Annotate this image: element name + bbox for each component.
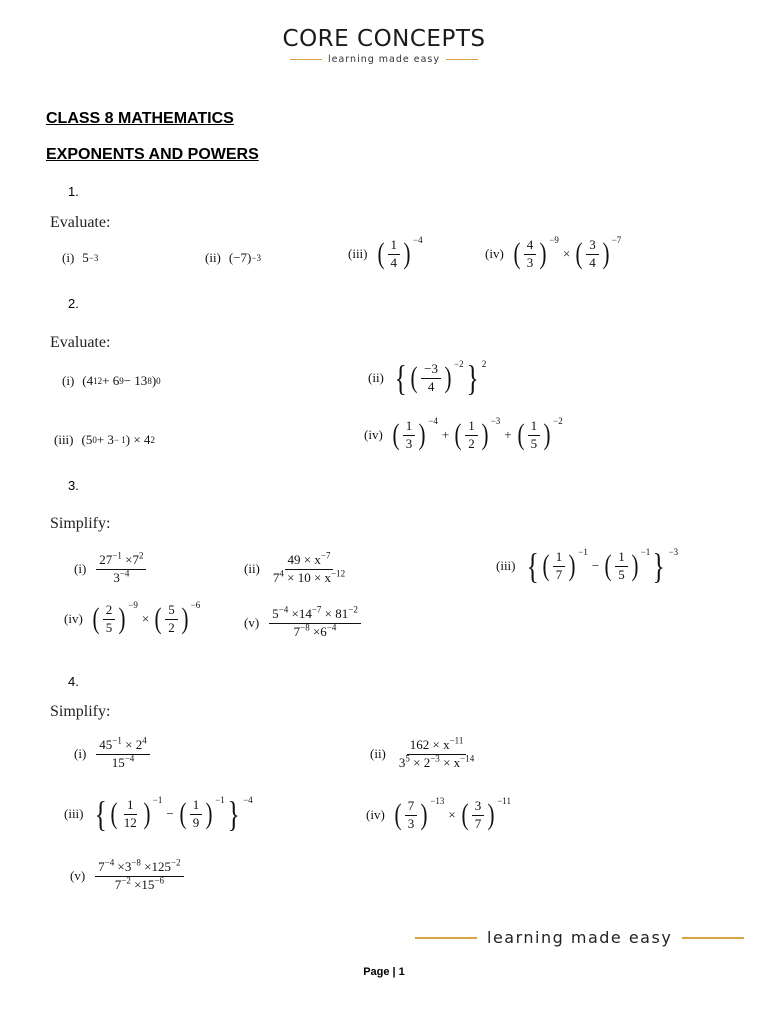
q3-iii-num-1: ( { 1 — [553, 550, 566, 567]
q4-v-num-a: 7 — [98, 859, 105, 874]
q3-iv-label: (iv) — [64, 611, 83, 627]
q3-part-ii — [244, 550, 350, 586]
q4-iii-paren-2 — [178, 798, 215, 831]
q4-part-iv — [366, 796, 511, 832]
q3-i-den-a-exp: −4 — [119, 568, 130, 579]
q3-iii-paren-1 — [541, 550, 578, 583]
q3-v-numerator — [269, 604, 361, 624]
question-1-instruction: Evaluate: — [50, 214, 111, 231]
q2-ii-exp-inner: −2 — [454, 359, 464, 369]
q3-iv-num-2: ( 5 — [165, 603, 178, 620]
q3-i-den-a: 3 — [113, 569, 120, 585]
q2-ii-label: (ii) — [368, 370, 384, 385]
q3-i-label: (i) — [74, 561, 87, 577]
q3-i-num-b: ×7 — [121, 552, 139, 567]
q1-ii-base: (−7) — [228, 250, 252, 265]
page-subtitle: EXPONENTS AND POWERS — [46, 146, 259, 163]
q1-iv-num-2: ( 3 — [586, 238, 599, 255]
q4-ii-den-b-exp: −3 — [430, 753, 440, 764]
q4-part-i — [74, 735, 152, 771]
q3-part-iii — [496, 548, 678, 584]
q3-v-label: (v) — [244, 615, 260, 631]
q4-v-numerator — [95, 857, 183, 877]
q4-iii-label: (iii) — [64, 806, 84, 821]
q1-iv-fraction-1 — [524, 238, 537, 271]
q4-iv-exp-2: −11 — [497, 796, 511, 807]
q3-iv-operator: × — [141, 611, 150, 627]
q3-iv-num-1: ( 2 — [103, 603, 116, 620]
q2-part-i: (i) (4 12 + 6 9 − 13 8 ) 0 — [62, 373, 161, 388]
q4-ii-num-a-exp: −11 — [449, 735, 464, 746]
q1-i-label: (i) — [62, 250, 75, 265]
footer-rule-left — [415, 937, 477, 939]
q2-part-iii: (iii) (5 0 + 3 − 1 ) × 4 2 — [54, 432, 155, 447]
q4-v-num-c-exp: −2 — [171, 857, 181, 868]
q2-i-label: (i) — [62, 373, 75, 388]
footer-tagline — [405, 928, 754, 947]
q3-iii-fraction-1 — [553, 550, 566, 583]
footer-tagline-text: learning made easy — [487, 928, 673, 947]
q2-part-iv — [364, 416, 563, 452]
q3-ii-den-a-exp: 4 — [279, 568, 284, 579]
q2-iv-paren-3 — [516, 419, 553, 452]
q1-iv-exp-2: −7 — [611, 235, 622, 246]
q3-v-num-c-exp: −2 — [348, 604, 358, 615]
q3-iii-operator: − — [591, 558, 600, 573]
q4-v-den-b: ×15 — [130, 876, 155, 892]
q3-ii-denominator — [270, 570, 348, 586]
q2-iii-text-c: ) × 4 — [125, 432, 151, 447]
q4-iii-den-2: 9 — [192, 814, 200, 830]
q2-iv-paren-1 — [391, 419, 428, 452]
q4-iii-brace — [92, 796, 243, 832]
q2-iv-den-3: 5 — [530, 435, 538, 451]
q2-ii-brace — [392, 360, 481, 396]
question-2-instruction: Evaluate: — [50, 334, 111, 351]
q1-iv-den-2: 4 — [589, 254, 596, 270]
q1-iv-exp-1: −9 — [549, 235, 559, 246]
q3-ii-label: (ii) — [244, 561, 260, 577]
q2-i-text-d: ) — [151, 373, 157, 388]
q4-v-den-a-exp: −2 — [121, 875, 131, 886]
q4-part-v — [70, 857, 186, 893]
q3-i-num-a-exp: −1 — [112, 550, 122, 561]
q4-i-numerator — [96, 735, 149, 755]
q4-v-label: (v) — [70, 868, 86, 884]
q3-iii-brace — [524, 548, 668, 584]
brand-title: CORE CONCEPTS — [282, 26, 486, 52]
q4-i-label: (i) — [74, 746, 87, 762]
q4-ii-fraction — [396, 735, 477, 771]
footer-rule-right — [682, 937, 744, 939]
q3-v-num-c: × 81 — [321, 606, 349, 621]
q3-ii-fraction — [270, 550, 348, 586]
q1-iv-paren-2 — [574, 238, 611, 271]
q2-i-text-c: − 13 — [123, 373, 148, 388]
q4-part-iii — [64, 796, 253, 832]
q3-ii-den-b-exp: −12 — [331, 568, 346, 579]
q4-iv-fraction-1 — [405, 799, 418, 832]
tagline-rule-left — [290, 59, 322, 60]
q2-iv-den-1: 3 — [405, 435, 413, 451]
q1-part-iv — [485, 235, 622, 271]
q2-iii-text-b: + 3 — [96, 432, 114, 447]
q2-ii-den: 4 — [427, 378, 435, 394]
q3-i-denominator — [110, 570, 132, 586]
q4-i-num-b: × 2 — [121, 737, 143, 752]
q2-iii-label: (iii) — [54, 432, 74, 447]
q1-iii-den: 4 — [390, 254, 397, 270]
q4-iii-num-1: ( { 1 — [124, 798, 137, 815]
question-1-number: 1. — [68, 184, 79, 199]
q1-ii-label: (ii) — [205, 250, 221, 265]
q4-iv-den-2: 7 — [474, 815, 482, 831]
q4-i-fraction — [96, 735, 149, 771]
q2-iv-num-2: ( 1 — [465, 419, 478, 436]
q3-iv-fraction-2 — [165, 603, 178, 636]
q4-v-num-b-exp: −8 — [131, 857, 141, 868]
q3-iii-den-2: 5 — [618, 566, 625, 582]
q4-v-denominator — [112, 877, 167, 893]
q4-i-den-a: 15 — [111, 754, 125, 770]
q3-v-den-a-exp: −8 — [300, 622, 310, 633]
q4-i-num-a: 45 — [99, 737, 113, 752]
q4-ii-den-b: × 2 — [409, 754, 431, 770]
q1-iv-fraction-2 — [586, 238, 599, 271]
q3-iv-den-1: 5 — [105, 619, 113, 635]
q4-iv-fraction-2 — [472, 799, 485, 832]
q3-v-num-b-exp: −7 — [311, 604, 322, 615]
q4-i-den-a-exp: −4 — [124, 753, 135, 764]
q1-iii-label: (iii) — [348, 246, 368, 262]
q2-iv-paren-2 — [453, 419, 490, 452]
q3-v-den-b: ×6 — [309, 623, 327, 639]
q2-ii-exp-outer: 2 — [481, 359, 487, 369]
q3-ii-den-a: 7 — [272, 569, 280, 585]
q4-v-den-a: 7 — [114, 876, 122, 892]
q4-iv-num-1: ( 7 — [405, 799, 418, 816]
q3-iii-label: (iii) — [496, 558, 516, 573]
q4-iii-paren-1 — [109, 798, 152, 831]
q4-ii-den-a: 3 — [398, 754, 406, 770]
q4-iv-den-1: 3 — [407, 815, 415, 831]
q3-ii-numerator — [285, 550, 334, 570]
q4-iv-num-2: ( 3 — [472, 799, 485, 816]
q2-iv-fraction-3 — [528, 419, 541, 452]
q2-iv-exp-3: −2 — [553, 416, 563, 427]
q3-i-num-b-exp: 2 — [138, 550, 144, 561]
q3-iii-paren-2 — [603, 550, 640, 583]
q2-iv-operator-2: + — [504, 427, 512, 443]
q4-i-num-b-exp: 4 — [142, 735, 147, 746]
q4-iii-exp-1: −1 — [152, 795, 163, 805]
q4-iii-operator: − — [166, 806, 174, 821]
q1-iii-fraction — [388, 238, 401, 271]
q4-part-ii — [370, 735, 479, 771]
q3-v-denominator — [291, 624, 340, 640]
q3-iii-fraction-2 — [615, 550, 628, 583]
q4-ii-numerator — [407, 735, 467, 755]
question-4-number: 4. — [68, 674, 79, 689]
q4-iii-fraction-1 — [121, 798, 140, 831]
q4-iii-exp-2: −1 — [215, 795, 225, 805]
q1-iv-den-1: 3 — [526, 254, 534, 270]
q2-iii-text-a: (5 — [81, 432, 93, 447]
q3-i-fraction — [96, 550, 146, 586]
q1-i-base: 5 — [82, 250, 89, 265]
q3-iv-den-2: 2 — [168, 619, 175, 635]
q3-part-iv — [64, 600, 201, 636]
q2-iv-num-1: ( 1 — [403, 419, 416, 436]
q2-iv-num-3: ( 1 — [528, 419, 541, 436]
q4-v-num-c: ×125 — [140, 859, 172, 874]
q4-ii-den-c: × x — [439, 754, 461, 770]
q4-ii-den-c-exp: −14 — [460, 753, 475, 764]
q3-iii-exp-outer: −3 — [668, 547, 679, 557]
q1-part-iii — [348, 235, 423, 271]
q2-ii-fraction — [421, 362, 441, 395]
tagline-rule-right — [446, 59, 478, 60]
q4-iv-label: (iv) — [366, 807, 385, 823]
brand-tagline — [0, 54, 768, 65]
q2-ii-paren — [409, 362, 453, 395]
q4-i-denominator — [109, 755, 138, 771]
page-title: CLASS 8 MATHEMATICS — [46, 110, 234, 127]
q4-iv-operator: × — [448, 807, 456, 823]
q3-v-fraction — [269, 604, 361, 640]
q3-part-i — [74, 550, 148, 586]
q4-iv-paren-2 — [460, 799, 497, 832]
q2-iv-exp-1: −4 — [428, 416, 438, 427]
q3-part-v — [244, 604, 363, 640]
q3-ii-den-b: × 10 × x — [283, 569, 332, 585]
question-3-number: 3. — [68, 478, 79, 493]
q4-v-fraction — [95, 857, 183, 893]
q3-iv-fraction-1 — [103, 603, 116, 636]
q4-ii-denominator — [396, 755, 477, 771]
q1-part-i: (i) 5 −3 — [62, 250, 99, 265]
q3-v-num-a: 5 — [272, 606, 279, 621]
q4-v-den-b-exp: −6 — [154, 875, 164, 886]
q4-v-num-b: ×3 — [114, 859, 132, 874]
q3-iii-den-1: 7 — [555, 566, 563, 582]
question-3-instruction: Simplify: — [50, 515, 111, 532]
q3-iv-exp-1: −9 — [128, 600, 138, 611]
q4-iii-fraction-2 — [190, 798, 203, 831]
q3-iii-num-2: ( 1 — [615, 550, 628, 567]
q3-iv-exp-2: −6 — [190, 600, 201, 611]
q1-iv-paren-1 — [512, 238, 549, 271]
q1-iv-num-1: ( 4 — [524, 238, 537, 255]
q3-iv-paren-1 — [91, 603, 128, 636]
q4-iv-paren-1 — [393, 799, 430, 832]
brand-tagline-text: learning made easy — [328, 54, 440, 65]
q2-part-ii — [368, 360, 486, 396]
q2-ii-num: ( { −3 — [421, 362, 441, 379]
q4-iii-num-2: ( 1 — [190, 798, 203, 815]
q2-iv-fraction-1 — [403, 419, 416, 452]
q1-iv-label: (iv) — [485, 246, 504, 262]
question-2-number: 2. — [68, 296, 79, 311]
q3-v-den-a: 7 — [293, 623, 301, 639]
q2-i-text-a: (4 — [82, 373, 94, 388]
q1-part-ii: (ii) (−7) −3 — [205, 250, 261, 265]
q4-iii-exp-outer: −4 — [243, 795, 253, 805]
q3-iii-exp-2: −1 — [640, 547, 651, 557]
page-number: Page | 1 — [363, 966, 405, 978]
q4-iii-den-1: 12 — [123, 814, 137, 830]
q4-iv-exp-1: −13 — [430, 796, 445, 807]
q3-v-num-b: ×14 — [288, 606, 312, 621]
q3-v-num-a-exp: −4 — [278, 604, 289, 615]
q2-iv-label: (iv) — [364, 427, 383, 443]
q2-i-text-b: + 6 — [102, 373, 120, 388]
q3-v-den-b-exp: −4 — [326, 622, 337, 633]
q1-iii-paren — [376, 238, 413, 271]
q4-i-num-a-exp: −1 — [112, 735, 122, 746]
q1-iii-num: ( 1 — [388, 238, 401, 255]
q1-iii-exp: −4 — [413, 235, 423, 246]
q4-ii-num-a: 162 × x — [409, 737, 450, 752]
q1-iv-operator: × — [562, 246, 571, 262]
q3-ii-num-a-exp: −7 — [320, 550, 331, 561]
q3-iv-paren-2 — [153, 603, 190, 636]
q4-ii-label: (ii) — [370, 746, 386, 762]
q4-ii-den-a-exp: 5 — [405, 753, 410, 764]
q3-i-numerator — [96, 550, 146, 570]
q3-i-num-a: 27 — [99, 552, 113, 567]
q3-ii-num-a: 49 × x — [287, 552, 321, 567]
q2-iv-fraction-2 — [465, 419, 478, 452]
q2-iv-operator-1: + — [441, 427, 450, 443]
question-4-instruction: Simplify: — [50, 703, 111, 720]
q2-iv-den-2: 2 — [468, 435, 475, 451]
q3-iii-exp-1: −1 — [578, 547, 588, 557]
q2-iv-exp-2: −3 — [490, 416, 501, 427]
q4-v-num-a-exp: −4 — [104, 857, 115, 868]
